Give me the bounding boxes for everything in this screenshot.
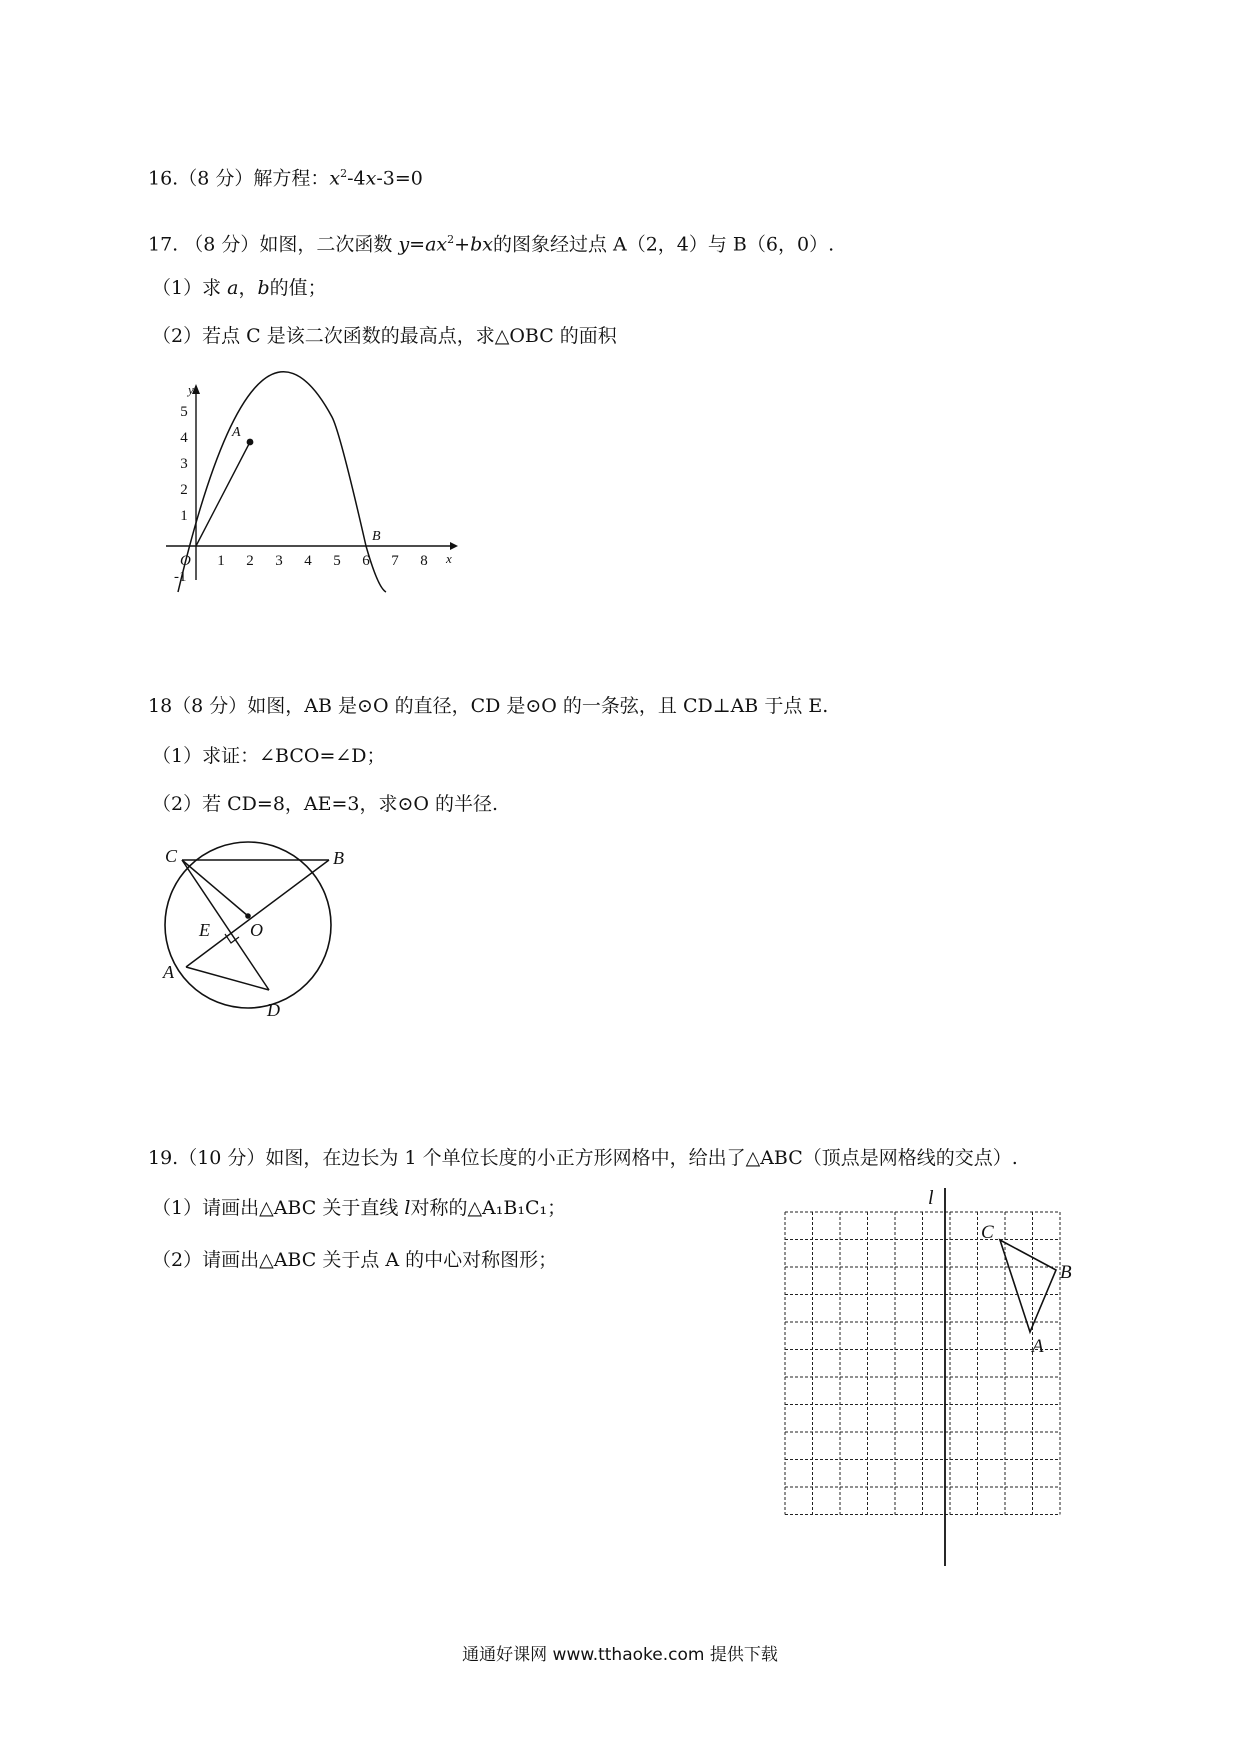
q17-func-plus: +	[454, 233, 471, 256]
q17-suffix: 的图象经过点 A（2，4）与 B（6，0）.	[492, 233, 835, 256]
q17-func-b: b	[470, 233, 483, 256]
point-a-dot	[247, 439, 254, 446]
point-a-label: A	[232, 425, 241, 440]
q17-part1-post: 的值；	[269, 277, 327, 299]
x-tick-5: 5	[333, 553, 341, 569]
q17-func-exp: 2	[447, 233, 455, 246]
x-axis-arrow	[450, 542, 458, 550]
q19-grid-figure	[780, 1180, 1100, 1570]
x-tick-2: 2	[246, 553, 254, 569]
line-l-label: l	[928, 1187, 934, 1209]
x-tick-8: 8	[420, 553, 428, 569]
x-tick-1: 1	[217, 553, 225, 569]
q17-part-2: （2）若点 C 是该二次函数的最高点，求△OBC 的面积	[152, 325, 617, 347]
label-o: O	[250, 920, 263, 940]
q16-prefix: 16.（8 分）解方程：	[148, 167, 330, 190]
q18-part-2: （2）若 CD=8，AE=3，求⊙O 的半径.	[152, 793, 499, 815]
q17-part1-a: a	[227, 277, 239, 299]
q18-circle-figure	[155, 840, 355, 1020]
y-axis-label: y	[188, 382, 194, 397]
q18-part-1: （1）求证：∠BCO=∠D；	[152, 745, 386, 767]
q16-var-x: x	[329, 167, 341, 190]
x-tick-4: 4	[304, 553, 312, 569]
q16-var-x2: x	[365, 167, 377, 190]
diameter-ab	[186, 860, 329, 967]
q17-parabola-graph	[150, 380, 460, 600]
q17-func-eq: =	[409, 233, 426, 256]
y-tick-2: 2	[180, 482, 188, 498]
x-tick-6: 6	[362, 553, 370, 569]
label-e: E	[199, 920, 210, 940]
q16-mid: -4	[347, 167, 366, 190]
q17-part-1	[152, 276, 327, 300]
label-b: B	[333, 848, 344, 868]
segment-co	[182, 860, 248, 916]
center-o-dot	[245, 913, 251, 919]
q17-part1-pre: （1）求	[152, 277, 228, 299]
point-b-label: B	[372, 529, 381, 544]
q16-exponent: 2	[340, 167, 348, 180]
x-tick-3: 3	[275, 553, 283, 569]
label-d: D	[267, 1000, 280, 1020]
grid-lines	[785, 1212, 1060, 1515]
q17-prefix: 17. （8 分）如图，二次函数	[148, 233, 399, 256]
q17-func-x: x	[436, 233, 448, 256]
question-18: 18（8 分）如图，AB 是⊙O 的直径，CD 是⊙O 的一条弦，且 CD⊥AB 于点 E.	[148, 695, 829, 717]
x-tick-7: 7	[391, 553, 399, 569]
x-axis-label: x	[446, 551, 452, 566]
label-a: A	[1032, 1336, 1044, 1357]
y-tick-4: 4	[180, 430, 188, 446]
question-17	[148, 228, 834, 256]
q16-tail: -3=0	[376, 167, 423, 190]
q19-part-1	[152, 1196, 566, 1220]
neg-one-label: -1	[174, 569, 187, 585]
y-tick-1: 1	[180, 508, 188, 524]
q19-part-2: （2）请画出△ABC 关于点 A 的中心对称图形；	[152, 1249, 558, 1271]
q17-part1-comma: ，	[238, 277, 258, 299]
y-tick-5: 5	[180, 404, 188, 420]
triangle-abc	[1000, 1240, 1056, 1332]
page-footer: 通通好课网 www.tthaoke.com 提供下载	[462, 1645, 778, 1665]
label-c: C	[981, 1222, 994, 1243]
q17-func-x2: x	[482, 233, 493, 256]
q19-part1-l: l	[404, 1197, 411, 1219]
q19-part1-post: 对称的△A₁B₁C₁；	[410, 1197, 567, 1219]
q17-part1-b: b	[257, 277, 270, 299]
q17-func-a: a	[425, 233, 437, 256]
q19-part1-pre: （1）请画出△ABC 关于直线	[152, 1197, 405, 1219]
origin-label: O	[180, 553, 191, 569]
label-c: C	[165, 846, 178, 866]
q17-func-y: y	[398, 233, 410, 256]
question-19: 19.（10 分）如图，在边长为 1 个单位长度的小正方形网格中，给出了△ABC（顶点是网格线的交点）.	[148, 1147, 1018, 1169]
label-b: B	[1060, 1262, 1072, 1283]
question-16	[148, 162, 423, 190]
y-tick-3: 3	[180, 456, 188, 472]
label-a: A	[163, 962, 174, 982]
